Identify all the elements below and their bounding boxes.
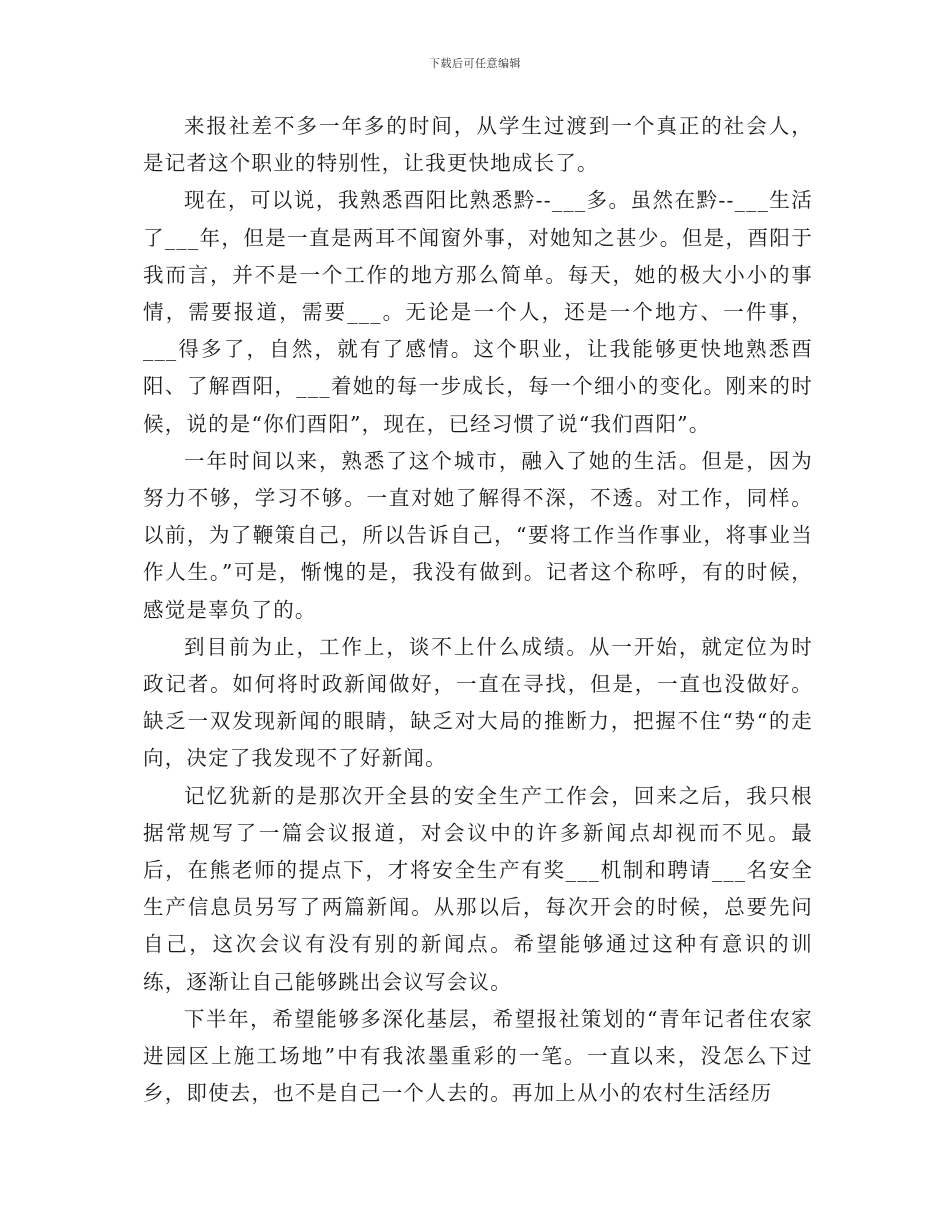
page-header-note: 下载后可任意编辑 xyxy=(429,57,521,70)
paragraph-2: 现在，可以说，我熟悉酉阳比熟悉黔--___多。虽然在黔--___生活了___年，但是一直是两耳不闻窗外事，对她知之甚少。但是，酉阳于我而言，并不是一个工作的地方那么简单。每天，她的极大小小的事情，需要报道，需要___。无论是一个人，还是一个地方、一件事，___得多了，自然，就有了感情。这个职业，让我能够更快地熟悉酉阳、了解酉阳，___着她的每一步成长，每一个细小的变化。刚来的时候，说的是“你们酉阳”，现在，已经习惯了说“我们酉阳”。 xyxy=(143,188,813,436)
paragraph-5: 记忆犹新的是那次开全县的安全生产工作会，回来之后，我只根据常规写了一篇会议报道，对会议中的许多新闻点却视而不见。最后，在熊老师的提点下，才将安全生产有奖___机制和聘请___名安全生产信息员另写了两篇新闻。从那以后，每次开会的时候，总要先问自己，这次会议有没有别的新闻点。希望能够通过这种有意识的训练，逐渐让自己能够跳出会议写会议。 xyxy=(143,783,813,994)
paragraph-1: 来报社差不多一年多的时间，从学生过渡到一个真正的社会人，是记者这个职业的特别性，让我更快地成长了。 xyxy=(143,114,813,176)
document-body xyxy=(143,108,813,1112)
paragraph-4: 到目前为止，工作上，谈不上什么成绩。从一开始，就定位为时政记者。如何将时政新闻做好，一直在寻找，但是，一直也没做好。缺乏一双发现新闻的眼睛，缺乏对大局的推断力，把握不住“势“的走向，决定了我发现不了好新闻。 xyxy=(143,634,813,771)
paragraph-6: 下半年，希望能够多深化基层，希望报社策划的“青年记者住农家进园区上施工场地”中有我浓墨重彩的一笔。一直以来，没怎么下过乡，即使去，也不是自己一个人去的。再加上从小的农村生活经历 xyxy=(143,1006,813,1106)
paragraph-3: 一年时间以来，熟悉了这个城市，融入了她的生活。但是，因为努力不够，学习不够。一直对她了解得不深，不透。对工作，同样。以前，为了鞭策自己，所以告诉自己，“要将工作当作事业，将事业当作人生。”可是，惭愧的是，我没有做到。记者这个称呼，有的时候，感觉是辜负了的。 xyxy=(143,448,813,622)
